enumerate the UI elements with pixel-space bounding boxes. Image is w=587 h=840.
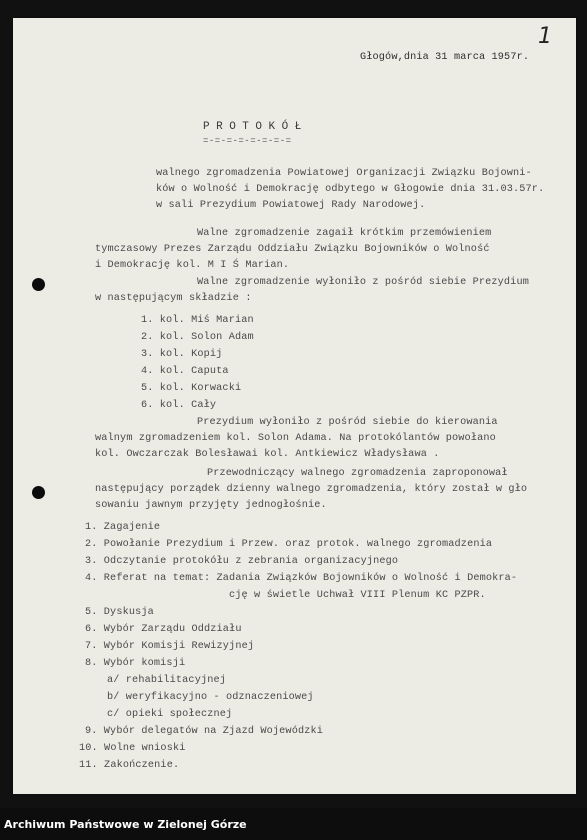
paragraph-line: tymczasowy Prezes Zarządu Oddziału Związku Bojowników o Wolność: [95, 244, 490, 255]
presidium-member: 5. kol. Korwacki: [141, 383, 242, 394]
punch-hole: [32, 486, 45, 499]
agenda-item: 4. Referat na temat: Zadania Związków Bojowników o Wolność i Demokra-: [85, 573, 518, 584]
agenda-item: 11. Zakończenie.: [79, 760, 180, 771]
punch-hole: [32, 278, 45, 291]
paragraph-line: Walne zgromadzenie zagaił krótkim przemówieniem: [197, 228, 492, 239]
agenda-item: 9. Wybór delegatów na Zjazd Wojewódzki: [85, 726, 324, 737]
agenda-subitem: b/ weryfikacyjno - odznaczeniowej: [107, 692, 314, 703]
agenda-item: 1. Zagajenie: [85, 522, 161, 533]
presidium-member: 2. kol. Solon Adam: [141, 332, 254, 343]
paragraph-line: Przewodniczący walnego zgromadzenia zaproponował: [207, 468, 508, 479]
intro-line: w sali Prezydium Powiatowej Rady Narodowej.: [156, 200, 426, 211]
title-underline: =-=-=-=-=-=-=-=: [203, 136, 292, 146]
document-date: Głogów,dnia 31 marca 1957r.: [360, 52, 530, 63]
paragraph-line: Walne zgromadzenie wyłoniło z pośród siebie Prezydium: [197, 277, 529, 288]
archive-footer: [0, 808, 587, 840]
paragraph-line: Prezydium wyłoniło z pośród siebie do kierowania: [197, 417, 498, 428]
presidium-member: 1. kol. Miś Marian: [141, 315, 254, 326]
page-number: 1: [538, 24, 552, 49]
agenda-subitem: a/ rehabilitacyjnej: [107, 675, 227, 686]
agenda-item: 8. Wybór komisji: [85, 658, 186, 669]
paragraph-line: kol. Owczarczak Bolesławai kol. Antkiewicz Władysława .: [95, 449, 440, 460]
paragraph-line: następujący porządek dzienny walnego zgromadzenia, który został w gło: [95, 484, 528, 495]
agenda-item-continuation: cję w świetle Uchwał VIII Plenum KC PZPR.: [229, 590, 486, 601]
agenda-item: 10. Wolne wnioski: [79, 743, 186, 754]
paragraph-line: w następującym składzie :: [95, 293, 252, 304]
agenda-item: 7. Wybór Komisji Rewizyjnej: [85, 641, 255, 652]
document-title: PROTOKÓŁ: [203, 121, 308, 133]
intro-line: ków o Wolność i Demokrację odbytego w Głogowie dnia 31.03.57r.: [156, 184, 545, 195]
presidium-member: 3. kol. Kopij: [141, 349, 223, 360]
document-page: [13, 18, 576, 794]
paragraph-line: i Demokrację kol. M I Ś Marian.: [95, 260, 290, 271]
paragraph-line: walnym zgromadzeniem kol. Solon Adama. Na protokólantów powołano: [95, 433, 496, 444]
paragraph-line: sowaniu jawnym przyjęty jednogłośnie.: [95, 500, 327, 511]
agenda-item: 3. Odczytanie protokółu z zebrania organizacyjnego: [85, 556, 399, 567]
agenda-item: 5. Dyskusja: [85, 607, 154, 618]
agenda-subitem: c/ opieki społecznej: [107, 709, 233, 720]
agenda-item: 6. Wybór Zarządu Oddziału: [85, 624, 242, 635]
intro-line: walnego zgromadzenia Powiatowej Organizacji Związku Bojowni-: [156, 168, 532, 179]
archive-name: Archiwum Państwowe w Zielonej Górze: [4, 818, 247, 831]
presidium-member: 4. kol. Caputa: [141, 366, 229, 377]
agenda-item: 2. Powołanie Prezydium i Przew. oraz protok. walnego zgromadzenia: [85, 539, 493, 550]
presidium-member: 6. kol. Cały: [141, 400, 217, 411]
